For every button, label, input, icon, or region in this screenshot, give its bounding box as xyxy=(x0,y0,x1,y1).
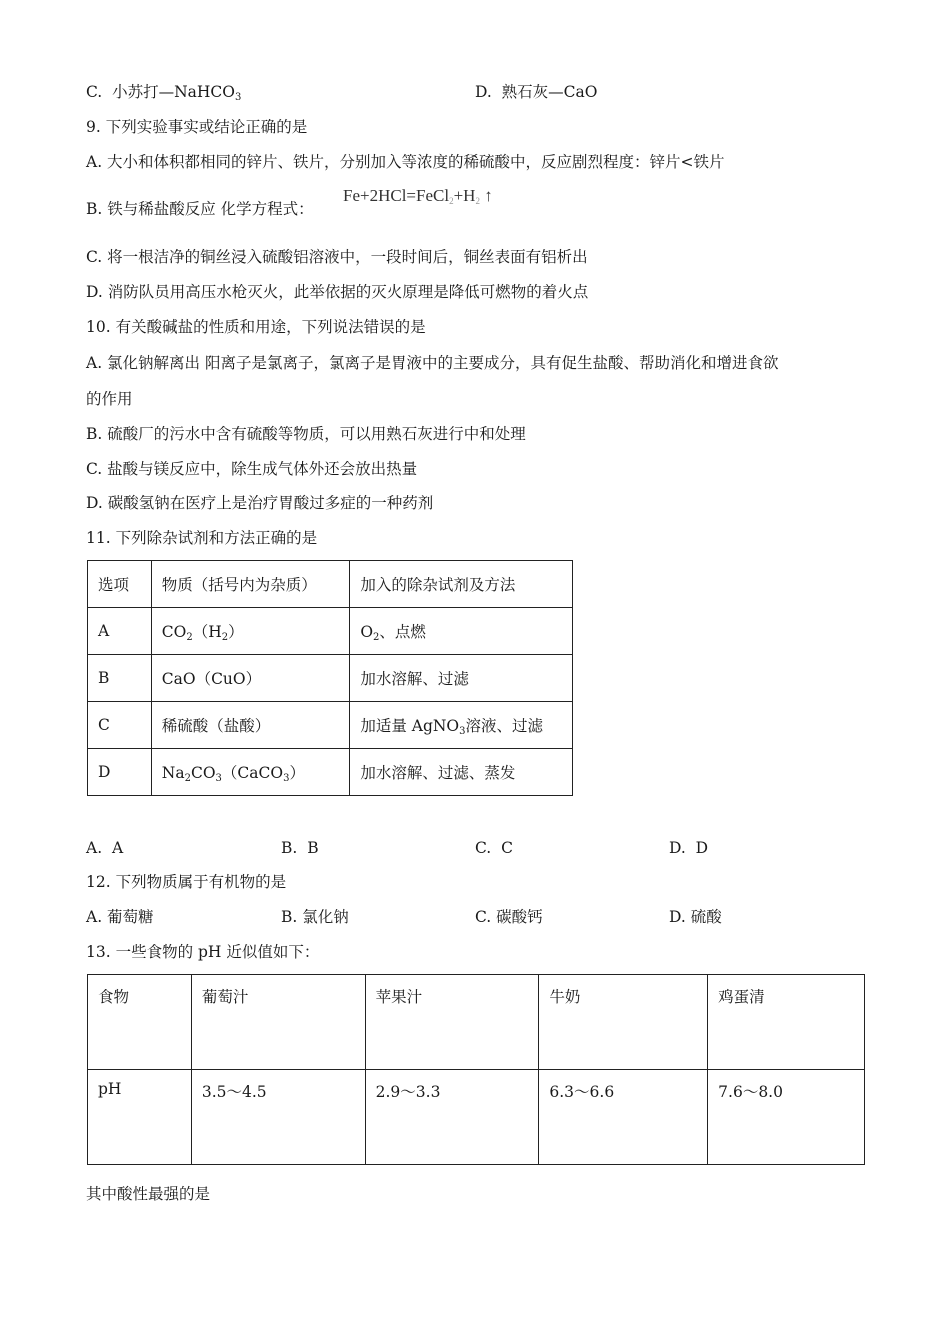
q11-option-b xyxy=(281,838,319,858)
substance-cell: 稀硫酸（盐酸） xyxy=(151,702,350,749)
q12-stem: 12. 下列物质属于有机物的是 xyxy=(86,873,287,891)
text-part: （CaCO xyxy=(221,764,284,782)
q12-option-b: B. 氯化钠 xyxy=(281,908,349,926)
subscript: 3 xyxy=(459,726,466,737)
option-cell: D xyxy=(88,749,152,796)
formula-part: Fe+2HCl=FeCl xyxy=(343,186,450,205)
table-row xyxy=(88,1070,865,1165)
q13-followup: 其中酸性最强的是 xyxy=(86,1185,211,1203)
table-cell: 7.6～8.0 xyxy=(708,1070,865,1165)
table-cell: 6.3～6.6 xyxy=(539,1070,708,1165)
header-cell: 苹果汁 xyxy=(365,975,539,1070)
table-cell: 2.9～3.3 xyxy=(365,1070,539,1165)
method-cell: 加水溶解、过滤、蒸发 xyxy=(350,749,573,796)
q11-option-a xyxy=(86,838,123,858)
header-cell: 加入的除杂试剂及方法 xyxy=(350,561,573,608)
option-label: D. xyxy=(669,839,686,857)
subscript: 2 xyxy=(373,632,380,643)
subscript: 3 xyxy=(283,773,290,784)
subscript: 3 xyxy=(234,92,242,103)
table-cell: 3.5～4.5 xyxy=(191,1070,365,1165)
table-header-row xyxy=(88,561,573,608)
substance-cell xyxy=(151,749,350,796)
header-cell: 物质（括号内为杂质） xyxy=(151,561,350,608)
text-part: 、点燃 xyxy=(379,623,426,641)
q11-stem: 11. 下列除杂试剂和方法正确的是 xyxy=(86,529,318,547)
q9-option-d: D. 消防队员用高压水枪灭火，此举依据的灭火原理是降低可燃物的着火点 xyxy=(86,283,589,301)
text-part: CO xyxy=(161,623,187,641)
text-part: O xyxy=(360,623,374,641)
option-label: C. xyxy=(86,83,103,101)
q13-table xyxy=(87,974,865,1165)
chemical-equation xyxy=(343,186,493,206)
text-part: （H xyxy=(192,623,222,641)
q9-stem: 9. 下列实验事实或结论正确的是 xyxy=(86,118,308,136)
option-text: B. 铁与稀盐酸反应 化学方程式： xyxy=(86,200,314,218)
q9-option-c: C. 将一根洁净的铜丝浸入硫酸铝溶液中，一段时间后，铜丝表面有铝析出 xyxy=(86,248,588,266)
text-part: ） xyxy=(289,764,305,782)
q9-option-a: A. 大小和体积都相同的锌片、铁片，分别加入等浓度的稀硫酸中，反应剧烈程度：锌片<铁片 xyxy=(86,153,725,171)
option-text: A xyxy=(111,839,124,857)
table-row xyxy=(88,749,573,796)
option-text: 熟石灰—CaO xyxy=(501,83,598,101)
q11-option-c xyxy=(475,838,513,858)
header-cell: 鸡蛋清 xyxy=(708,975,865,1070)
text-part: Na xyxy=(161,764,185,782)
subscript: 2 xyxy=(184,773,191,784)
q10-option-b: B. 硫酸厂的污水中含有硫酸等物质，可以用熟石灰进行中和处理 xyxy=(86,425,526,443)
table-row xyxy=(88,702,573,749)
option-text: C xyxy=(501,839,513,857)
table-row xyxy=(88,655,573,702)
method-cell xyxy=(350,702,573,749)
subscript: 3 xyxy=(215,773,222,784)
subscript: 2 xyxy=(475,196,480,206)
option-cell: B xyxy=(88,655,152,702)
option-cell: C xyxy=(88,702,152,749)
substance-cell: CaO（CuO） xyxy=(151,655,350,702)
subscript: 2 xyxy=(186,632,193,643)
q10-option-a-line2: 的作用 xyxy=(86,390,133,408)
table-cell: pH xyxy=(88,1070,192,1165)
q9-option-b xyxy=(86,199,314,219)
text-part: ） xyxy=(228,623,244,641)
header-cell: 选项 xyxy=(88,561,152,608)
q12-option-c: C. 碳酸钙 xyxy=(475,908,543,926)
option-label: D. xyxy=(475,83,492,101)
option-text: B xyxy=(307,839,319,857)
option-text: 小苏打—NaHCO xyxy=(112,83,235,101)
option-text: D xyxy=(695,839,709,857)
table-header-row xyxy=(88,975,865,1070)
formula-part: ↑ xyxy=(479,186,493,205)
header-cell: 葡萄汁 xyxy=(191,975,365,1070)
q10-option-a-line1: A. 氯化钠解离出 阳离子是氯离子，氯离子是胃液中的主要成分，具有促生盐酸、帮助消化和增进食欲 xyxy=(86,354,779,372)
q11-option-d xyxy=(669,838,708,858)
q8-option-d xyxy=(475,82,597,102)
subscript: 2 xyxy=(221,632,229,643)
header-cell: 食物 xyxy=(88,975,192,1070)
q12-option-a: A. 葡萄糖 xyxy=(86,908,154,926)
table-row xyxy=(88,608,573,655)
q12-option-d: D. 硫酸 xyxy=(669,908,722,926)
q8-option-c xyxy=(86,82,241,102)
q13-stem: 13. 一些食物的 pH 近似值如下： xyxy=(86,943,320,961)
option-label: B. xyxy=(281,839,298,857)
option-label: A. xyxy=(86,839,103,857)
method-cell: 加水溶解、过滤 xyxy=(350,655,573,702)
method-cell xyxy=(350,608,573,655)
option-cell: A xyxy=(88,608,152,655)
formula-part: +H xyxy=(453,186,476,205)
q11-table xyxy=(87,560,573,796)
q10-stem: 10. 有关酸碱盐的性质和用途，下列说法错误的是 xyxy=(86,318,426,336)
subscript: 2 xyxy=(449,196,454,206)
q10-option-c: C. 盐酸与镁反应中，除生成气体外还会放出热量 xyxy=(86,460,418,478)
substance-cell xyxy=(151,608,350,655)
option-label: C. xyxy=(475,839,492,857)
text-part: 加适量 AgNO xyxy=(360,717,460,735)
header-cell: 牛奶 xyxy=(539,975,708,1070)
text-part: 溶液、过滤 xyxy=(465,717,544,735)
q10-option-d: D. 碳酸氢钠在医疗上是治疗胃酸过多症的一种药剂 xyxy=(86,494,434,512)
text-part: CO xyxy=(190,764,216,782)
